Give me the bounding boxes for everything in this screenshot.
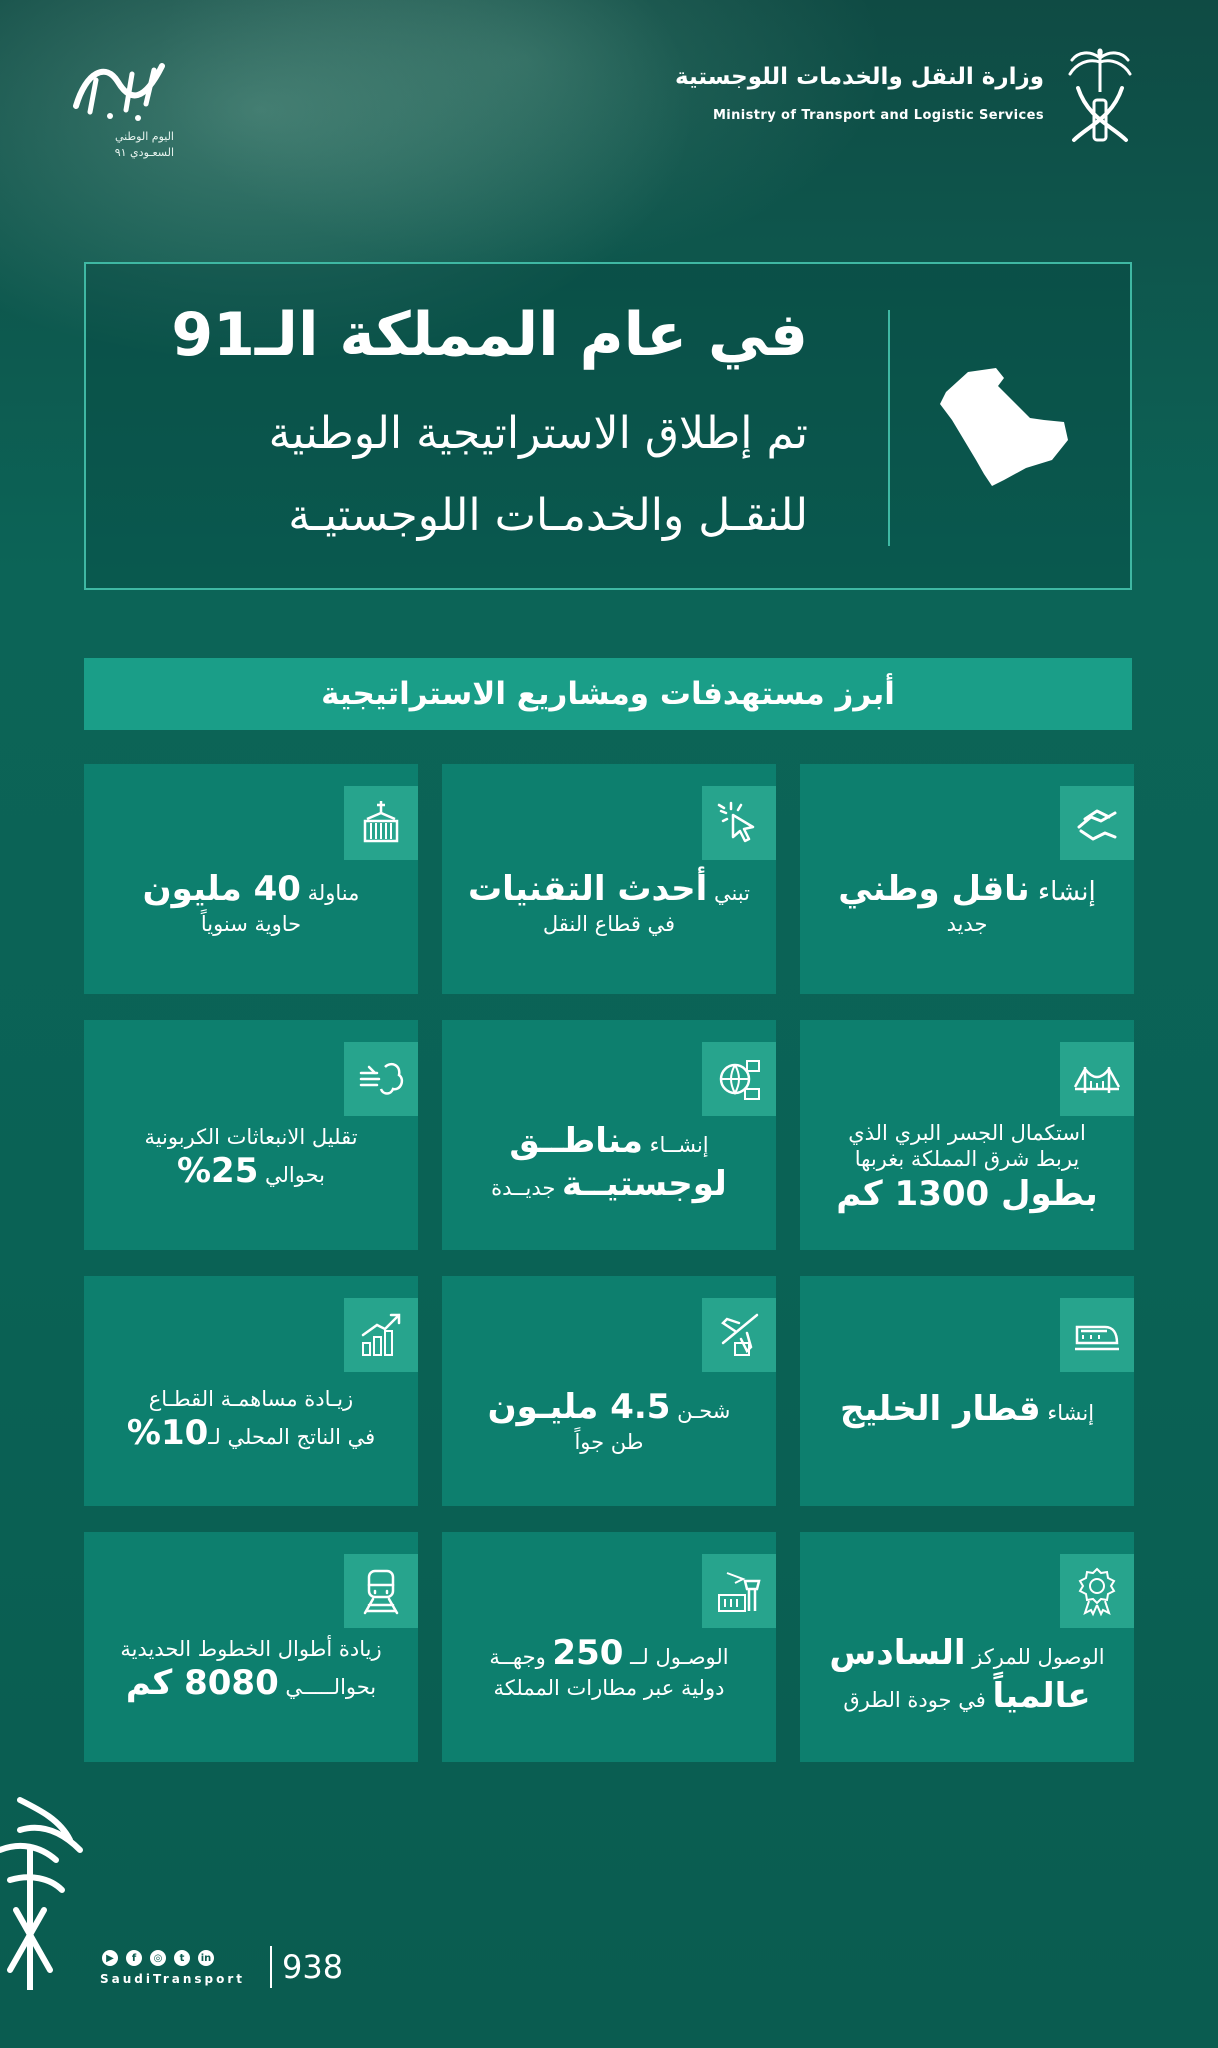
card-text: تقليل الانبعاثات الكربونية xyxy=(144,1125,358,1149)
intro-line-3: للنقـل والخدمـات اللوجستيـة xyxy=(288,490,808,541)
ministry-name-en: Ministry of Transport and Logistic Services xyxy=(712,108,1044,123)
card-text: شحـن xyxy=(670,1399,731,1423)
intro-line-2: تم إطلاق الاستراتيجية الوطنية xyxy=(268,408,808,459)
card-text: الوصول للمركز xyxy=(965,1645,1105,1669)
airport-tower-icon xyxy=(713,1565,765,1617)
card-text: جديــدة xyxy=(491,1175,563,1200)
card-text: يربط شرق المملكة بغربها xyxy=(854,1147,1080,1172)
card-logistic-zones xyxy=(442,1020,776,1250)
award-medal-icon xyxy=(1071,1565,1123,1617)
twitter-icon[interactable]: t xyxy=(174,1950,190,1966)
calligraphy-logo-icon xyxy=(66,52,174,124)
card-railways xyxy=(84,1532,418,1762)
linkedin-icon[interactable]: in xyxy=(198,1950,214,1966)
card-gdp xyxy=(84,1276,418,1506)
card-emphasis: قطار الخليج xyxy=(839,1389,1041,1429)
card-emphasis: 4.5 مليـون xyxy=(487,1387,671,1427)
card-text: زيادة أطوال الخطوط الحديدية xyxy=(120,1637,382,1661)
card-text: الوصـول لــ xyxy=(623,1645,729,1669)
social-handle: SaudiTransport xyxy=(100,1972,246,1986)
card-text: بحوالي xyxy=(258,1163,326,1188)
card-text: مناولة xyxy=(300,881,360,905)
social-footer xyxy=(98,1946,358,1996)
emissions-icon xyxy=(355,1053,407,1105)
card-text: في جودة الطرق xyxy=(843,1687,993,1712)
saudi-map-icon xyxy=(926,364,1076,489)
youtube-icon[interactable]: ▶ xyxy=(102,1950,118,1966)
card-emphasis: عالمياً xyxy=(992,1675,1091,1716)
railway-icon xyxy=(355,1565,407,1617)
palm-swords-emblem-icon xyxy=(1054,48,1146,148)
intro-box xyxy=(84,262,1132,590)
section-title-bar xyxy=(84,658,1132,730)
card-text: إنشاء xyxy=(1029,877,1096,907)
palm-emblem-icon xyxy=(0,1790,110,1990)
card-road-quality xyxy=(800,1532,1134,1762)
bridge-icon xyxy=(1071,1053,1123,1105)
card-emphasis: 250 xyxy=(552,1633,624,1673)
card-text: في الناتج المحلي لـ xyxy=(208,1425,376,1450)
card-latest-tech xyxy=(442,764,776,994)
ministry-logo xyxy=(606,48,1146,148)
card-text: إنشــاء xyxy=(642,1133,709,1157)
card-text: جديد xyxy=(946,911,988,936)
footer-divider xyxy=(270,1946,272,1988)
logo-line-2: السعـودي ٩١ xyxy=(114,146,174,159)
card-land-bridge xyxy=(800,1020,1134,1250)
card-emphasis: 40 مليون xyxy=(142,869,301,909)
logo-line-1: اليوم الوطني xyxy=(114,130,174,143)
card-text: استكمال الجسر البري الذي xyxy=(848,1121,1086,1145)
card-national-carrier xyxy=(800,764,1134,994)
card-text: تبني xyxy=(707,881,750,905)
card-containers xyxy=(84,764,418,994)
card-text: وجهــة xyxy=(489,1645,553,1669)
card-emphasis: ناقل وطني xyxy=(838,869,1030,909)
card-emphasis: 25% xyxy=(176,1151,259,1192)
card-destinations xyxy=(442,1532,776,1762)
card-gulf-train xyxy=(800,1276,1134,1506)
card-text: حاوية سنوياً xyxy=(200,911,302,936)
card-emphasis: لوجستيــة xyxy=(562,1163,727,1204)
card-text: بحوالـــــي xyxy=(278,1675,377,1700)
train-front-icon xyxy=(1071,1309,1123,1361)
section-title: أبرز مستهدفات ومشاريع الاستراتيجية xyxy=(321,676,895,712)
growth-chart-icon xyxy=(355,1309,407,1361)
card-text: في قطاع النقل xyxy=(542,911,676,936)
ministry-name-ar: وزارة النقل والخدمات اللوجستية xyxy=(675,64,1044,90)
card-text: إنشاء xyxy=(1040,1401,1095,1425)
card-emphasis: بطول 1300 كم xyxy=(836,1173,1098,1214)
crane-container-icon xyxy=(355,797,407,849)
card-emphasis: 10% xyxy=(126,1413,209,1454)
facebook-icon[interactable]: f xyxy=(126,1950,142,1966)
card-text: دولية عبر مطارات المملكة xyxy=(493,1675,725,1700)
card-emphasis: 8080 كم xyxy=(125,1663,279,1704)
intro-divider xyxy=(888,310,890,546)
card-text: طن جواً xyxy=(574,1429,644,1454)
instagram-icon[interactable]: ◎ xyxy=(150,1950,166,1966)
national-day-logo xyxy=(60,52,180,164)
card-text: زيـادة مساهمـة القطـاع xyxy=(148,1387,354,1411)
hotline-number: 938 xyxy=(282,1948,344,1986)
card-emphasis: السادس xyxy=(829,1633,966,1673)
card-emphasis: مناطــق xyxy=(509,1121,643,1161)
card-carbon xyxy=(84,1020,418,1250)
plane-cargo-icon xyxy=(713,1309,765,1361)
card-emphasis: أحدث التقنيات xyxy=(468,869,708,909)
intro-title: في عام المملكة الـ91 xyxy=(171,300,808,370)
card-air-cargo xyxy=(442,1276,776,1506)
pointer-click-icon xyxy=(713,797,765,849)
globe-logistics-icon xyxy=(713,1053,765,1105)
handshake-icon xyxy=(1071,797,1123,849)
